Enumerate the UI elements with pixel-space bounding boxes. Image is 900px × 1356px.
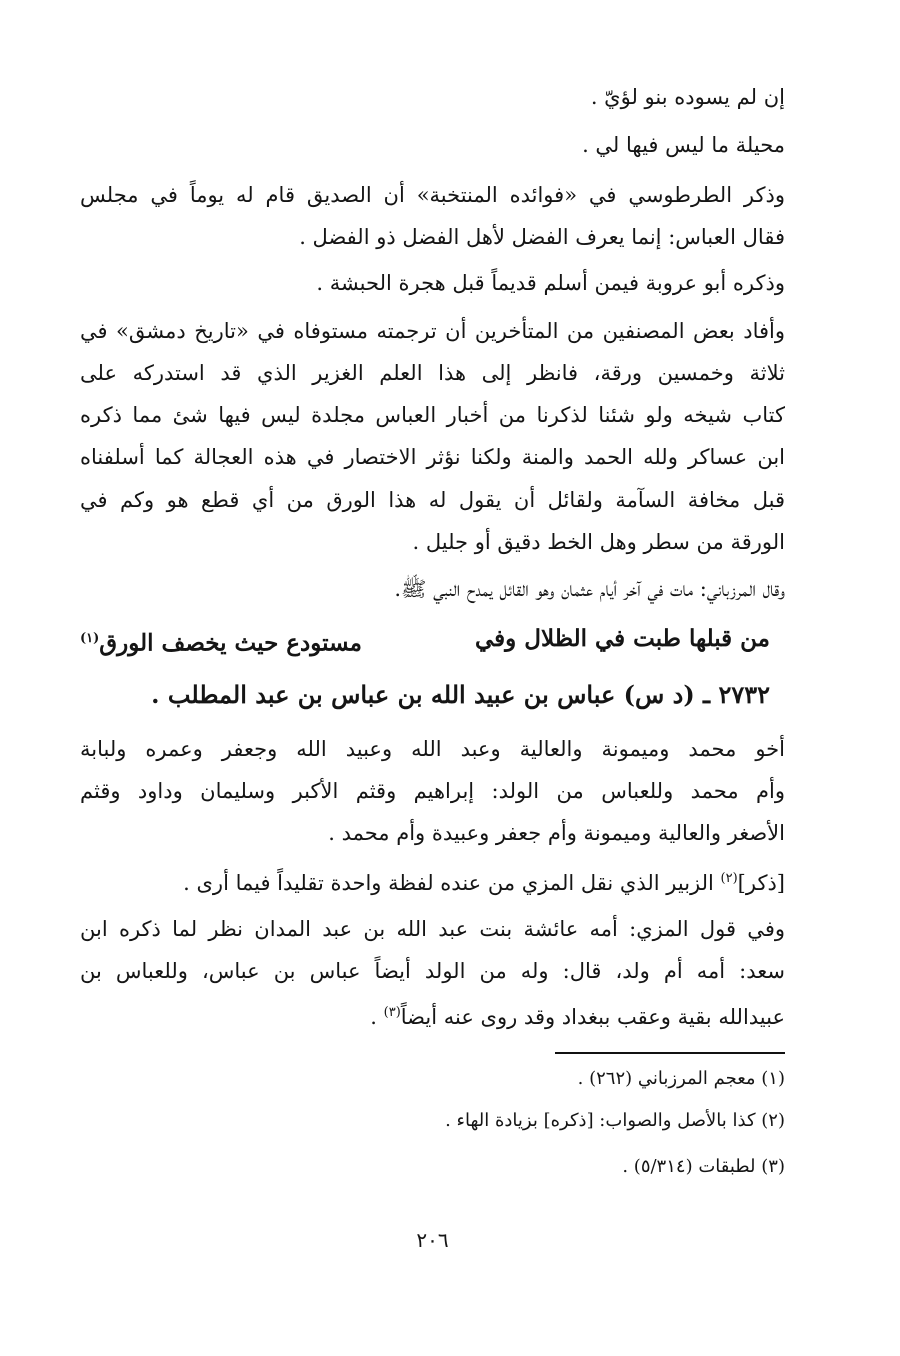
body-line: وأفاد بعض المصنفين من المتأخرين أن ترجمته مستوفاه في «تاريخ دمشق» في [80, 319, 785, 343]
body-line: محيلة ما ليس فيها لي . [582, 133, 785, 157]
body-line: عبيدالله بقية وعقب ببغداد وقد روى عنه أيضاً$^{(٣)}$ . [370, 1005, 785, 1029]
body-line: سعد: أمه أم ولد، قال: وله من الولد أيضاً عباس بن عباس، وللعباس بن [80, 959, 785, 983]
footnote: (١) معجم المرزباني (٢٦٢) . [577, 1068, 785, 1089]
footnote: (٢) كذا بالأصل والصواب: [ذكره] بزيادة الهاء . [445, 1110, 785, 1131]
body-line: إن لم يسوده بنو لؤيّ . [590, 85, 785, 109]
body-line: الورقة من سطر وهل الخط دقيق أو جليل . [412, 530, 785, 554]
poetry-verse [80, 624, 770, 659]
body-line: قبل مخافة السآمة ولقائل أن يقول له هذا الورق من أي قطع هو وكم في [80, 488, 785, 512]
body-line: [ذكر]$^{(٢)}$ الزبير الذي نقل المزي من عنده لفظة واحدة تقليداً فيما أرى . [183, 871, 785, 895]
body-line: وقال المرزباني: مات في آخر أيام عثمان وهو القائل يمدح النبي ﷺ. [394, 577, 785, 601]
entry-heading: ٢٧٣٢ ـ (د س) عباس بن عبيد الله بن عباس بن عبد المطلب . [151, 680, 770, 709]
page-number: ٢٠٦ [416, 1228, 449, 1252]
body-line: وأم محمد وللعباس من الولد: إبراهيم وقثم الأكبر وسليمان وداود وقثم [80, 779, 785, 803]
verse-second-hemistich: مستودع حيث يخصف الورق$^{(١)}$ [80, 629, 362, 657]
body-line: أخو محمد وميمونة والعالية وعبد الله وعبيد الله وجعفر وعمره ولبابة [80, 737, 785, 761]
footnote-marker: (٢) [720, 871, 738, 886]
footnote-marker: (٣) [383, 1005, 401, 1020]
verse-first-hemistich: من قبلها طبت في الظلال وفي [475, 625, 770, 652]
book-page [80, 0, 785, 1356]
body-line: وذكره أبو عروبة فيمن أسلم قديماً قبل هجرة الحبشة . [316, 271, 785, 295]
body-line: وذكر الطرطوسي في «فوائده المنتخبة» أن الصديق قام له يوماً في مجلس [80, 183, 785, 207]
footnote-separator [555, 1052, 785, 1054]
footnote: (٣) لطبقات (٥/٣١٤) . [622, 1156, 785, 1177]
body-line: وفي قول المزي: أمه عائشة بنت عبد الله بن عبد المدان نظر لما ذكره ابن [80, 917, 785, 941]
body-line: كتاب شيخه ولو شئنا لذكرنا من أخبار العباس مجلدة ليس فيها شئ مما ذكره [80, 403, 785, 427]
footnote-marker: (١) [80, 631, 100, 646]
body-line: الأصغر والعالية وميمونة وأم جعفر وعبيدة وأم محمد . [328, 821, 785, 845]
body-line: فقال العباس: إنما يعرف الفضل لأهل الفضل ذو الفضل . [299, 225, 785, 249]
body-line: ابن عساكر ولله الحمد والمنة ولكنا نؤثر الاختصار في هذه العجالة كما أسلفناه [80, 445, 785, 469]
body-line: ثلاثة وخمسين ورقة، فانظر إلى هذا العلم الغزير الذي قد استدركه على [80, 361, 785, 385]
